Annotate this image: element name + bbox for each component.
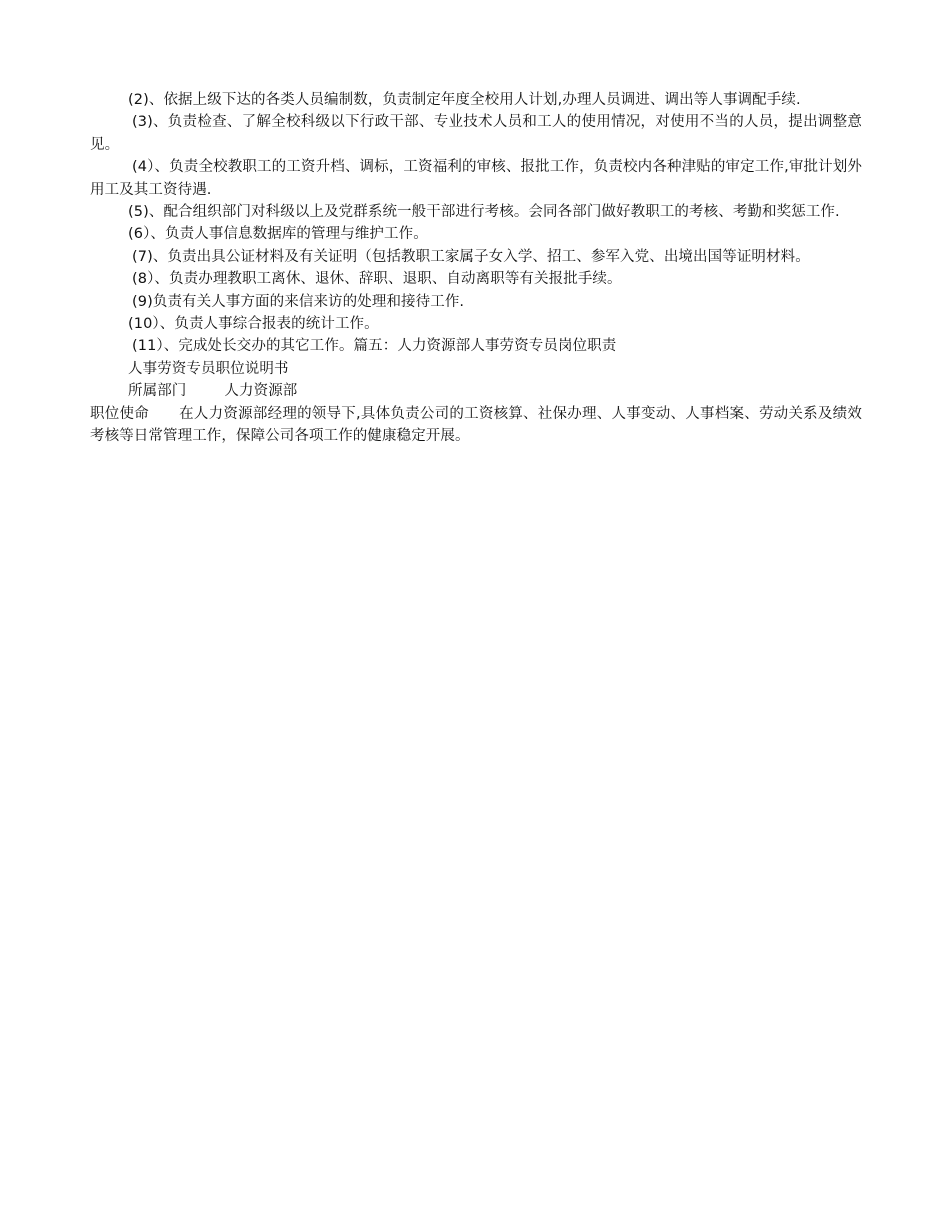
paragraph-item-8: (8）、负责办理教职工离休、退休、辞职、退职、自动离职等有关报批手续。 <box>132 271 622 288</box>
department-value: 人力资源部 <box>224 383 298 400</box>
department-row <box>90 380 862 402</box>
paragraph-item-4: (4）、负责全校教职工的工资升档、调标，工资福利的审核、报批工作，负责校内各种津贴的审定工作,审批计划外用工及其工资待遇. <box>90 159 862 198</box>
mission-text: 在人力资源部经理的领导下,具体负责公司的工资核算、社保办理、人事变动、人事档案、劳动关系及绩效考核等日常管理工作，保障公司各项工作的健康稳定开展。 <box>90 405 862 445</box>
document-page <box>90 89 862 448</box>
paragraph-item-5: (5)、配合组织部门对科级以上及党群系统一般干部进行考核。会同各部门做好教职工的考核、考勤和奖惩工作. <box>128 204 840 221</box>
paragraph-item-10: (10）、负责人事综合报表的统计工作。 <box>128 316 379 333</box>
paragraph-item-9: (9)负责有关人事方面的来信来访的处理和接待工作. <box>132 293 465 310</box>
paragraph-item-3: (3)、负责检查、了解全校科级以下行政干部、专业技术人员和工人的使用情况，对使用不当的人员，提出调整意见。 <box>90 114 862 153</box>
mission-label: 职位使命 <box>90 405 149 422</box>
job-description-heading: 人事劳资专员职位说明书 <box>128 360 289 377</box>
paragraph-item-2: (2)、依据上级下达的各类人员编制数，负责制定年度全校用人计划,办理人员调进、调出等人事调配手续. <box>128 92 801 108</box>
department-label: 所属部门 <box>128 383 187 400</box>
mission-row <box>90 403 862 448</box>
paragraph-item-6: (6）、负责人事信息数据库的管理与维护工作。 <box>128 226 428 243</box>
paragraph-item-11: (11）、完成处长交办的其它工作。篇五：人力资源部人事劳资专员岗位职责 <box>132 338 617 355</box>
paragraph-item-7: (7)、负责出具公证材料及有关证明（包括教职工家属子女入学、招工、参军入党、出境出国等证明材料。 <box>132 248 810 265</box>
